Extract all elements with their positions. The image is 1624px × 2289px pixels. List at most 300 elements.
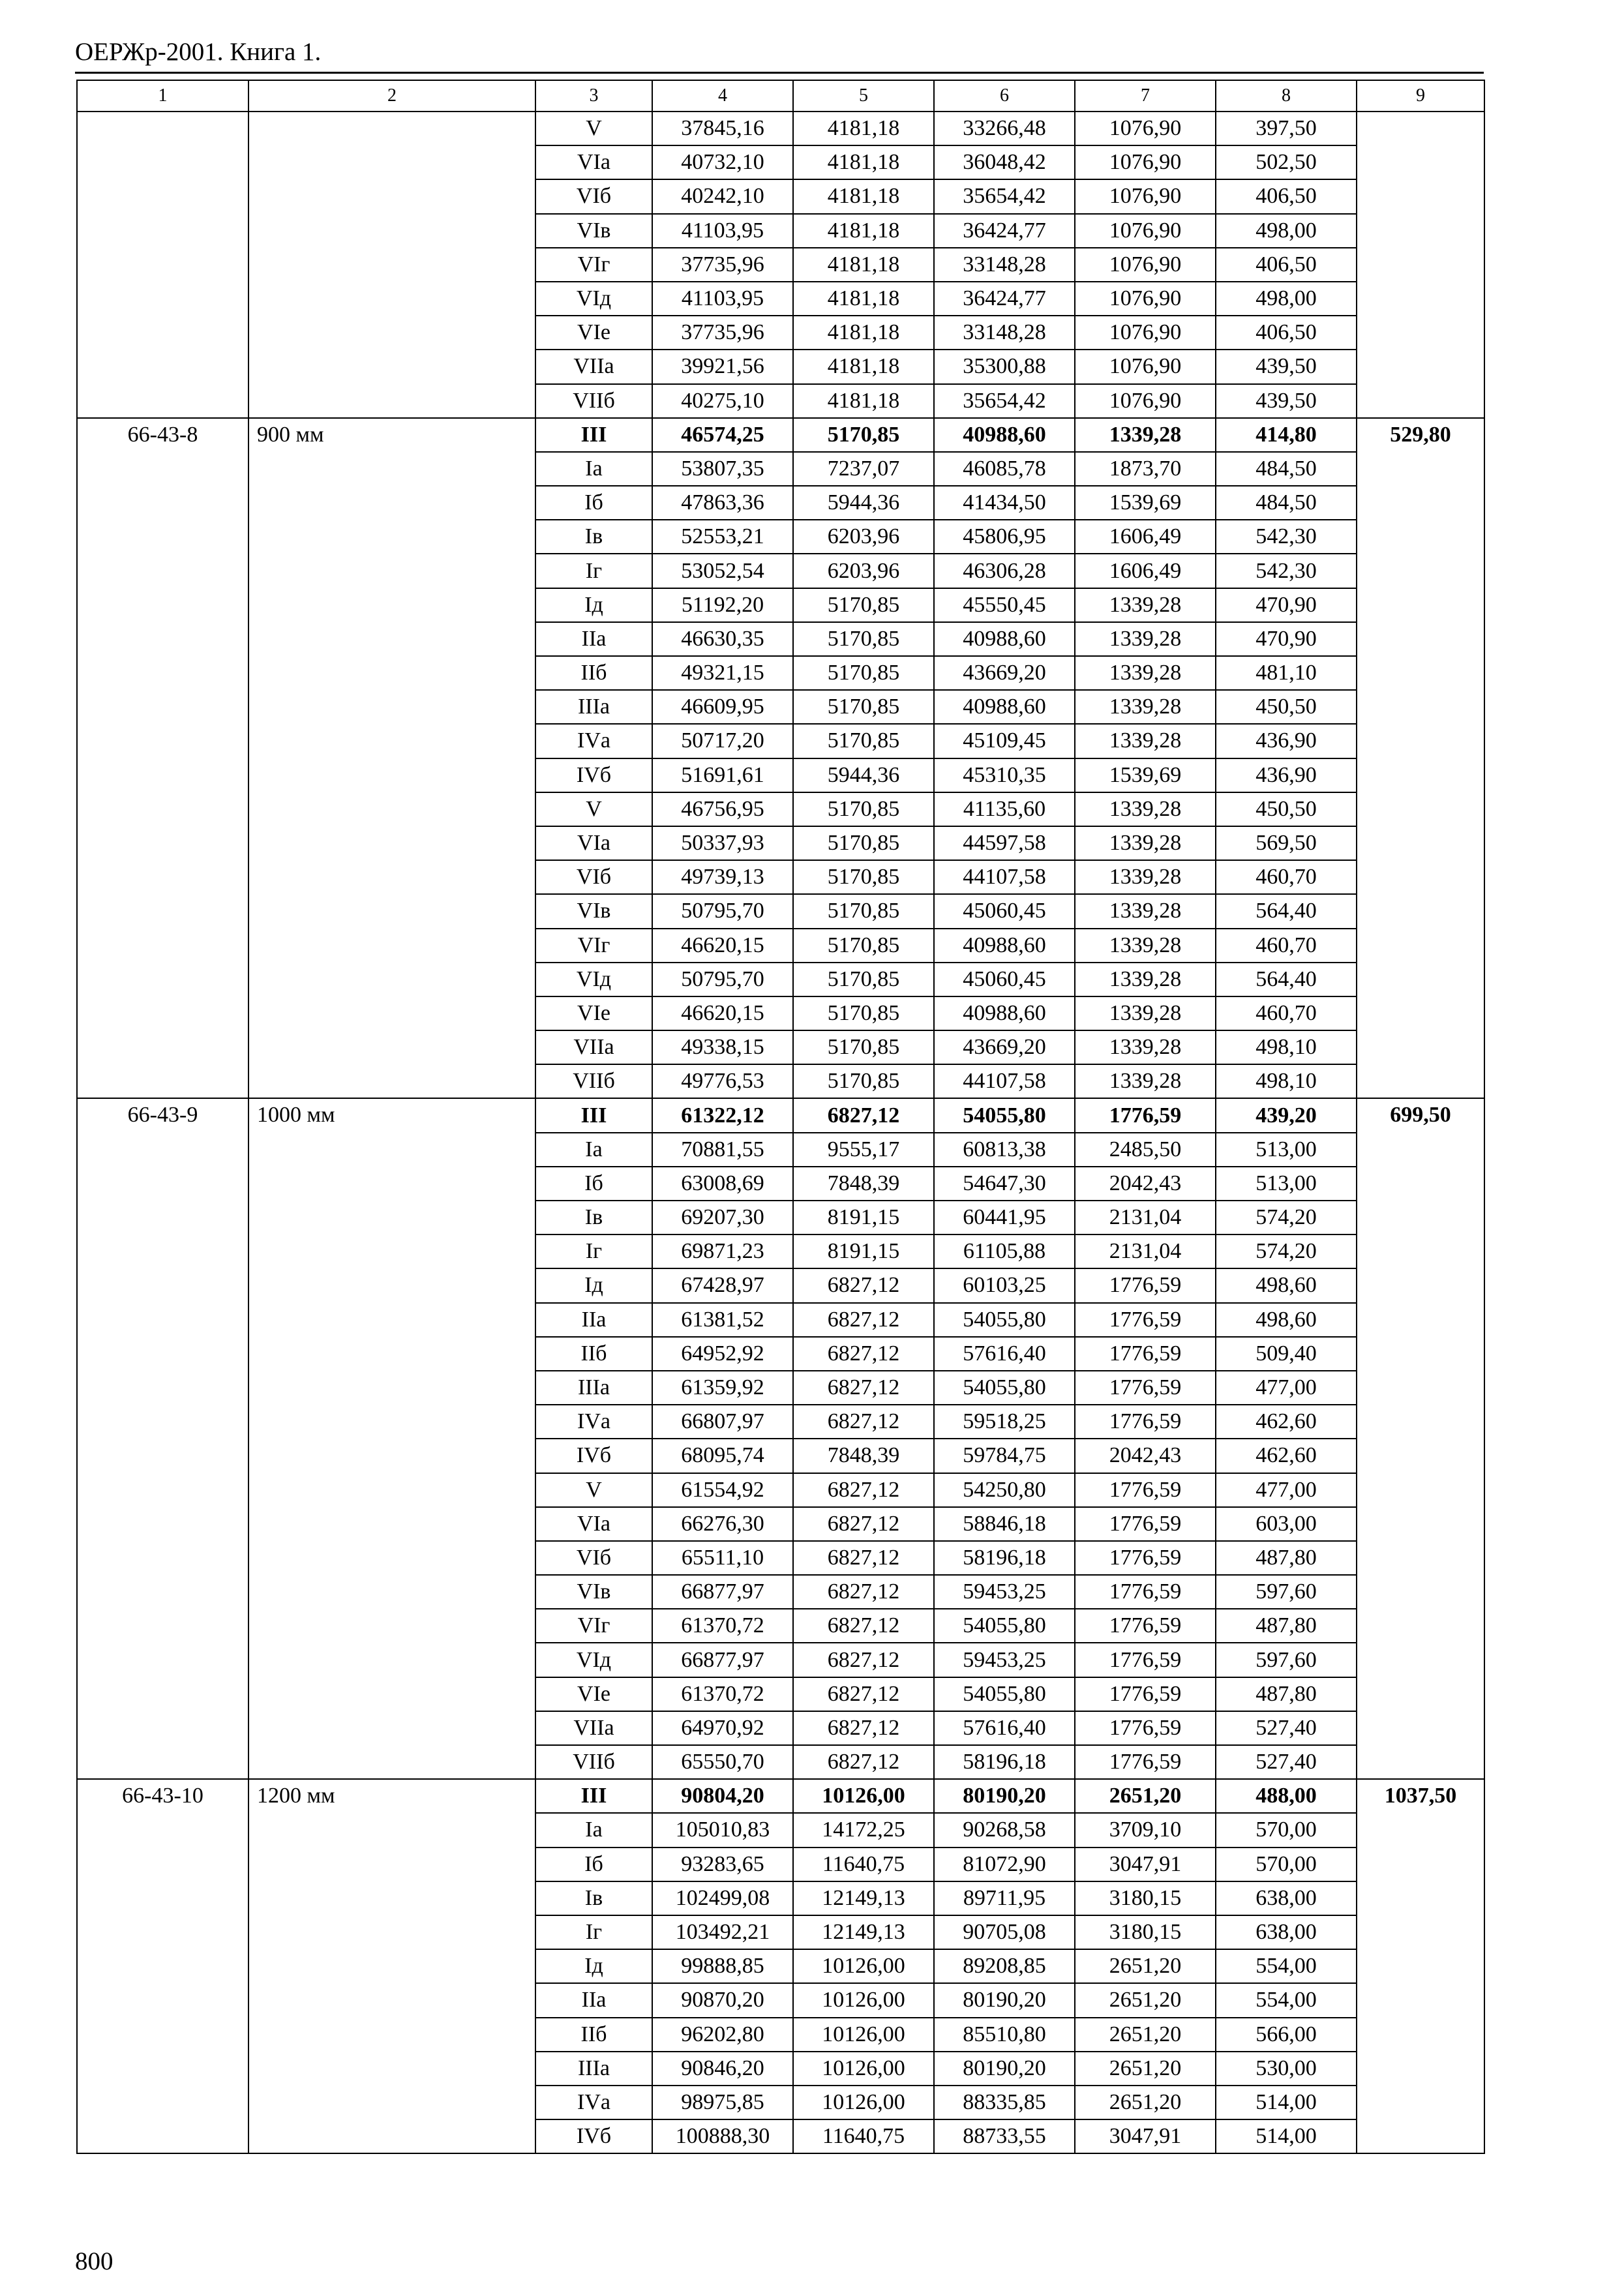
operator-wage-cell: 1776,59 [1075,1677,1216,1711]
operator-wage-cell: 1776,59 [1075,1371,1216,1405]
direct-cost-cell: 66807,97 [652,1405,793,1439]
column-number: 6 [934,80,1075,112]
column-number: 3 [535,80,652,112]
region-cell: IVб [535,1439,652,1473]
operator-wage-cell: 1776,59 [1075,1643,1216,1677]
machine-cost-cell: 45310,35 [934,758,1075,792]
operator-wage-cell: 3047,91 [1075,1848,1216,1881]
operator-wage-cell: 2131,04 [1075,1234,1216,1268]
direct-cost-cell: 46620,15 [652,996,793,1030]
operator-wage-cell: 1339,28 [1075,792,1216,826]
position-code-cell [77,112,248,418]
labor-cost-cell: 4181,18 [793,316,934,350]
machine-cost-cell: 36424,77 [934,282,1075,316]
machine-cost-cell: 46085,78 [934,452,1075,486]
operator-wage-cell: 1339,28 [1075,996,1216,1030]
region-cell: Iд [535,588,652,622]
labor-cost-cell: 5170,85 [793,1064,934,1098]
region-cell: VIв [535,1575,652,1609]
price-table-wrapper [76,80,1484,2154]
labor-cost-cell: 10126,00 [793,2052,934,2086]
labor-cost-cell: 7848,39 [793,1167,934,1201]
machine-cost-cell: 46306,28 [934,554,1075,588]
direct-cost-cell: 64952,92 [652,1337,793,1371]
machine-cost-cell: 54055,80 [934,1677,1075,1711]
materials-cost-cell: 574,20 [1216,1201,1357,1234]
region-cell: VIд [535,282,652,316]
region-cell: IVа [535,2086,652,2119]
materials-cost-cell: 450,50 [1216,792,1357,826]
materials-cost-cell: 470,90 [1216,588,1357,622]
position-code-cell: 66-43-8 [77,418,248,1099]
region-cell: Iа [535,1133,652,1167]
labor-cost-cell: 10126,00 [793,1779,934,1813]
region-cell: IIа [535,622,652,656]
direct-cost-cell: 52553,21 [652,520,793,554]
labor-cost-cell: 4181,18 [793,350,934,383]
labor-cost-cell: 8191,15 [793,1201,934,1234]
direct-cost-cell: 41103,95 [652,282,793,316]
direct-cost-cell: 46630,35 [652,622,793,656]
operator-wage-cell: 3180,15 [1075,1915,1216,1949]
operator-wage-cell: 1776,59 [1075,1473,1216,1507]
labor-cost-cell: 5944,36 [793,486,934,520]
machine-cost-cell: 44597,58 [934,826,1075,860]
region-cell: IIIа [535,1371,652,1405]
materials-cost-cell: 460,70 [1216,860,1357,894]
machine-cost-cell: 88733,55 [934,2119,1075,2153]
direct-cost-cell: 46609,95 [652,690,793,724]
table-row [77,418,1484,452]
region-cell: IIб [535,1337,652,1371]
operator-wage-cell: 1076,90 [1075,384,1216,418]
direct-cost-cell: 105010,83 [652,1813,793,1847]
direct-cost-cell: 46620,15 [652,929,793,963]
region-cell: VIб [535,1541,652,1575]
operator-wage-cell: 1076,90 [1075,248,1216,282]
materials-cost-cell: 569,50 [1216,826,1357,860]
machine-cost-cell: 89711,95 [934,1881,1075,1915]
direct-cost-cell: 65511,10 [652,1541,793,1575]
operator-wage-cell: 2651,20 [1075,1779,1216,1813]
labor-cost-cell: 6203,96 [793,520,934,554]
region-cell: Iв [535,1201,652,1234]
region-cell: VIIб [535,1064,652,1098]
direct-cost-cell: 90870,20 [652,1983,793,2017]
operator-wage-cell: 1339,28 [1075,622,1216,656]
operator-wage-cell: 2651,20 [1075,1949,1216,1983]
operator-wage-cell: 1339,28 [1075,724,1216,758]
labor-cost-cell: 5170,85 [793,963,934,996]
materials-cost-cell: 460,70 [1216,996,1357,1030]
labor-cost-cell: 11640,75 [793,1848,934,1881]
direct-cost-cell: 49739,13 [652,860,793,894]
labor-hours-cell: 529,80 [1357,418,1484,1099]
machine-cost-cell: 40988,60 [934,690,1075,724]
labor-cost-cell: 6827,12 [793,1371,934,1405]
materials-cost-cell: 406,50 [1216,248,1357,282]
column-number: 8 [1216,80,1357,112]
machine-cost-cell: 44107,58 [934,860,1075,894]
materials-cost-cell: 498,00 [1216,214,1357,248]
table-row [77,112,1484,145]
labor-hours-cell: 1037,50 [1357,1779,1484,2153]
materials-cost-cell: 554,00 [1216,1983,1357,2017]
direct-cost-cell: 61359,92 [652,1371,793,1405]
direct-cost-cell: 69871,23 [652,1234,793,1268]
materials-cost-cell: 477,00 [1216,1473,1357,1507]
labor-cost-cell: 4181,18 [793,248,934,282]
materials-cost-cell: 498,60 [1216,1303,1357,1337]
materials-cost-cell: 514,00 [1216,2119,1357,2153]
operator-wage-cell: 2042,43 [1075,1439,1216,1473]
labor-cost-cell: 7237,07 [793,452,934,486]
operator-wage-cell: 1776,59 [1075,1405,1216,1439]
direct-cost-cell: 49321,15 [652,656,793,690]
machine-cost-cell: 44107,58 [934,1064,1075,1098]
region-cell: VIв [535,894,652,928]
region-cell: VIв [535,214,652,248]
operator-wage-cell: 1339,28 [1075,690,1216,724]
labor-cost-cell: 6827,12 [793,1541,934,1575]
operator-wage-cell: 1339,28 [1075,1064,1216,1098]
direct-cost-cell: 63008,69 [652,1167,793,1201]
machine-cost-cell: 33148,28 [934,248,1075,282]
materials-cost-cell: 439,50 [1216,350,1357,383]
machine-cost-cell: 90268,58 [934,1813,1075,1847]
direct-cost-cell: 67428,97 [652,1268,793,1302]
direct-cost-cell: 46574,25 [652,418,793,452]
position-code-cell: 66-43-10 [77,1779,248,2153]
direct-cost-cell: 96202,80 [652,2018,793,2052]
operator-wage-cell: 1776,59 [1075,1609,1216,1643]
labor-cost-cell: 5170,85 [793,656,934,690]
materials-cost-cell: 574,20 [1216,1234,1357,1268]
region-cell: VIб [535,179,652,213]
operator-wage-cell: 1873,70 [1075,452,1216,486]
position-code-cell: 66-43-9 [77,1098,248,1779]
machine-cost-cell: 35300,88 [934,350,1075,383]
operator-wage-cell: 1776,59 [1075,1098,1216,1132]
materials-cost-cell: 470,90 [1216,622,1357,656]
labor-hours-cell: 699,50 [1357,1098,1484,1779]
direct-cost-cell: 37735,96 [652,248,793,282]
region-cell: Iа [535,452,652,486]
materials-cost-cell: 414,80 [1216,418,1357,452]
materials-cost-cell: 436,90 [1216,724,1357,758]
region-cell: VIд [535,1643,652,1677]
region-cell: VIа [535,145,652,179]
operator-wage-cell: 1339,28 [1075,418,1216,452]
labor-cost-cell: 5170,85 [793,792,934,826]
labor-cost-cell: 4181,18 [793,214,934,248]
operator-wage-cell: 1076,90 [1075,282,1216,316]
region-cell: VIе [535,316,652,350]
operator-wage-cell: 1776,59 [1075,1575,1216,1609]
region-cell: VIе [535,996,652,1030]
machine-cost-cell: 43669,20 [934,1030,1075,1064]
machine-cost-cell: 57616,40 [934,1337,1075,1371]
materials-cost-cell: 477,00 [1216,1371,1357,1405]
machine-cost-cell: 40988,60 [934,622,1075,656]
region-cell: IVб [535,758,652,792]
labor-cost-cell: 6827,12 [793,1609,934,1643]
operator-wage-cell: 3180,15 [1075,1881,1216,1915]
labor-cost-cell: 6827,12 [793,1405,934,1439]
machine-cost-cell: 54055,80 [934,1609,1075,1643]
machine-cost-cell: 60103,25 [934,1268,1075,1302]
machine-cost-cell: 89208,85 [934,1949,1075,1983]
machine-cost-cell: 59453,25 [934,1575,1075,1609]
materials-cost-cell: 498,00 [1216,282,1357,316]
machine-cost-cell: 45550,45 [934,588,1075,622]
machine-cost-cell: 80190,20 [934,2052,1075,2086]
direct-cost-cell: 50717,20 [652,724,793,758]
materials-cost-cell: 450,50 [1216,690,1357,724]
operator-wage-cell: 1539,69 [1075,758,1216,792]
materials-cost-cell: 406,50 [1216,179,1357,213]
machine-cost-cell: 54055,80 [934,1371,1075,1405]
labor-cost-cell: 14172,25 [793,1813,934,1847]
machine-cost-cell: 59453,25 [934,1643,1075,1677]
machine-cost-cell: 33148,28 [934,316,1075,350]
direct-cost-cell: 100888,30 [652,2119,793,2153]
operator-wage-cell: 1076,90 [1075,316,1216,350]
direct-cost-cell: 49338,15 [652,1030,793,1064]
direct-cost-cell: 50337,93 [652,826,793,860]
labor-cost-cell: 6827,12 [793,1337,934,1371]
direct-cost-cell: 47863,36 [652,486,793,520]
materials-cost-cell: 542,30 [1216,520,1357,554]
direct-cost-cell: 70881,55 [652,1133,793,1167]
materials-cost-cell: 498,60 [1216,1268,1357,1302]
labor-cost-cell: 12149,13 [793,1915,934,1949]
labor-cost-cell: 5944,36 [793,758,934,792]
direct-cost-cell: 50795,70 [652,894,793,928]
operator-wage-cell: 2131,04 [1075,1201,1216,1234]
machine-cost-cell: 61105,88 [934,1234,1075,1268]
direct-cost-cell: 39921,56 [652,350,793,383]
region-cell: Iа [535,1813,652,1847]
materials-cost-cell: 439,50 [1216,384,1357,418]
direct-cost-cell: 66877,97 [652,1575,793,1609]
machine-cost-cell: 35654,42 [934,384,1075,418]
direct-cost-cell: 69207,30 [652,1201,793,1234]
labor-cost-cell: 8191,15 [793,1234,934,1268]
region-cell: IIIа [535,690,652,724]
direct-cost-cell: 61370,72 [652,1677,793,1711]
materials-cost-cell: 498,10 [1216,1030,1357,1064]
materials-cost-cell: 509,40 [1216,1337,1357,1371]
machine-cost-cell: 36048,42 [934,145,1075,179]
region-cell: VIд [535,963,652,996]
direct-cost-cell: 53807,35 [652,452,793,486]
direct-cost-cell: 50795,70 [652,963,793,996]
direct-cost-cell: 37735,96 [652,316,793,350]
materials-cost-cell: 638,00 [1216,1915,1357,1949]
labor-cost-cell: 7848,39 [793,1439,934,1473]
machine-cost-cell: 54055,80 [934,1098,1075,1132]
region-cell: Iв [535,520,652,554]
machine-cost-cell: 40988,60 [934,418,1075,452]
region-cell: VIIб [535,384,652,418]
labor-cost-cell: 6827,12 [793,1677,934,1711]
region-cell: VIа [535,826,652,860]
machine-cost-cell: 81072,90 [934,1848,1075,1881]
operator-wage-cell: 1339,28 [1075,929,1216,963]
labor-cost-cell: 5170,85 [793,690,934,724]
materials-cost-cell: 462,60 [1216,1439,1357,1473]
labor-cost-cell: 6827,12 [793,1473,934,1507]
operator-wage-cell: 1776,59 [1075,1541,1216,1575]
machine-cost-cell: 85510,80 [934,2018,1075,2052]
region-cell: IIб [535,656,652,690]
materials-cost-cell: 597,60 [1216,1575,1357,1609]
region-cell: VIб [535,860,652,894]
labor-cost-cell: 5170,85 [793,588,934,622]
materials-cost-cell: 487,80 [1216,1609,1357,1643]
direct-cost-cell: 51192,20 [652,588,793,622]
region-cell: VIе [535,1677,652,1711]
region-cell: IVа [535,724,652,758]
machine-cost-cell: 40988,60 [934,996,1075,1030]
operator-wage-cell: 1606,49 [1075,520,1216,554]
price-table-body [77,80,1484,2153]
labor-cost-cell: 4181,18 [793,384,934,418]
region-cell: VIг [535,1609,652,1643]
column-number: 5 [793,80,934,112]
direct-cost-cell: 90846,20 [652,2052,793,2086]
header-rule [75,72,1484,74]
materials-cost-cell: 484,50 [1216,486,1357,520]
direct-cost-cell: 103492,21 [652,1915,793,1949]
materials-cost-cell: 542,30 [1216,554,1357,588]
diameter-cell: 1200 мм [248,1779,535,2153]
region-cell: IVа [535,1405,652,1439]
materials-cost-cell: 439,20 [1216,1098,1357,1132]
machine-cost-cell: 45806,95 [934,520,1075,554]
operator-wage-cell: 1776,59 [1075,1268,1216,1302]
direct-cost-cell: 93283,65 [652,1848,793,1881]
operator-wage-cell: 2042,43 [1075,1167,1216,1201]
operator-wage-cell: 1076,90 [1075,350,1216,383]
materials-cost-cell: 513,00 [1216,1167,1357,1201]
region-cell: Iг [535,554,652,588]
region-cell: V [535,112,652,145]
direct-cost-cell: 64970,92 [652,1711,793,1745]
region-cell: IIб [535,2018,652,2052]
materials-cost-cell: 554,00 [1216,1949,1357,1983]
region-cell: Iд [535,1949,652,1983]
operator-wage-cell: 1339,28 [1075,860,1216,894]
operator-wage-cell: 1076,90 [1075,112,1216,145]
labor-cost-cell: 5170,85 [793,418,934,452]
machine-cost-cell: 58196,18 [934,1745,1075,1779]
operator-wage-cell: 1776,59 [1075,1711,1216,1745]
operator-wage-cell: 1776,59 [1075,1745,1216,1779]
direct-cost-cell: 98975,85 [652,2086,793,2119]
labor-cost-cell: 4181,18 [793,145,934,179]
operator-wage-cell: 2651,20 [1075,2086,1216,2119]
table-row [77,1779,1484,1813]
materials-cost-cell: 603,00 [1216,1507,1357,1541]
operator-wage-cell: 2651,20 [1075,1983,1216,2017]
operator-wage-cell: 1339,28 [1075,1030,1216,1064]
diameter-cell: 900 мм [248,418,535,1099]
operator-wage-cell: 2651,20 [1075,2052,1216,2086]
column-number: 2 [248,80,535,112]
region-cell: Iв [535,1881,652,1915]
machine-cost-cell: 43669,20 [934,656,1075,690]
labor-cost-cell: 5170,85 [793,894,934,928]
region-cell: IVб [535,2119,652,2153]
materials-cost-cell: 570,00 [1216,1813,1357,1847]
machine-cost-cell: 45109,45 [934,724,1075,758]
direct-cost-cell: 65550,70 [652,1745,793,1779]
machine-cost-cell: 45060,45 [934,894,1075,928]
machine-cost-cell: 54250,80 [934,1473,1075,1507]
machine-cost-cell: 88335,85 [934,2086,1075,2119]
region-cell: VIIа [535,1030,652,1064]
direct-cost-cell: 61381,52 [652,1303,793,1337]
materials-cost-cell: 488,00 [1216,1779,1357,1813]
direct-cost-cell: 99888,85 [652,1949,793,1983]
operator-wage-cell: 1339,28 [1075,963,1216,996]
machine-cost-cell: 41135,60 [934,792,1075,826]
region-cell: VIIа [535,350,652,383]
labor-cost-cell: 5170,85 [793,826,934,860]
machine-cost-cell: 36424,77 [934,214,1075,248]
direct-cost-cell: 41103,95 [652,214,793,248]
diameter-cell: 1000 мм [248,1098,535,1779]
machine-cost-cell: 33266,48 [934,112,1075,145]
region-cell: Iб [535,1167,652,1201]
machine-cost-cell: 54055,80 [934,1303,1075,1337]
materials-cost-cell: 406,50 [1216,316,1357,350]
labor-cost-cell: 6827,12 [793,1711,934,1745]
labor-cost-cell: 4181,18 [793,282,934,316]
operator-wage-cell: 1776,59 [1075,1303,1216,1337]
labor-cost-cell: 5170,85 [793,724,934,758]
machine-cost-cell: 54647,30 [934,1167,1075,1201]
region-cell: III [535,1779,652,1813]
labor-hours-cell [1357,112,1484,418]
region-cell: Iб [535,1848,652,1881]
labor-cost-cell: 6827,12 [793,1098,934,1132]
labor-cost-cell: 6203,96 [793,554,934,588]
direct-cost-cell: 102499,08 [652,1881,793,1915]
page-number: 800 [75,2247,113,2275]
machine-cost-cell: 59784,75 [934,1439,1075,1473]
direct-cost-cell: 40242,10 [652,179,793,213]
materials-cost-cell: 527,40 [1216,1745,1357,1779]
machine-cost-cell: 60441,95 [934,1201,1075,1234]
materials-cost-cell: 566,00 [1216,2018,1357,2052]
direct-cost-cell: 61554,92 [652,1473,793,1507]
labor-cost-cell: 10126,00 [793,1949,934,1983]
region-cell: Iб [535,486,652,520]
labor-cost-cell: 5170,85 [793,622,934,656]
materials-cost-cell: 436,90 [1216,758,1357,792]
operator-wage-cell: 1339,28 [1075,588,1216,622]
region-cell: VIг [535,248,652,282]
direct-cost-cell: 40275,10 [652,384,793,418]
labor-cost-cell: 10126,00 [793,2086,934,2119]
labor-cost-cell: 9555,17 [793,1133,934,1167]
materials-cost-cell: 484,50 [1216,452,1357,486]
materials-cost-cell: 527,40 [1216,1711,1357,1745]
region-cell: Iг [535,1915,652,1949]
